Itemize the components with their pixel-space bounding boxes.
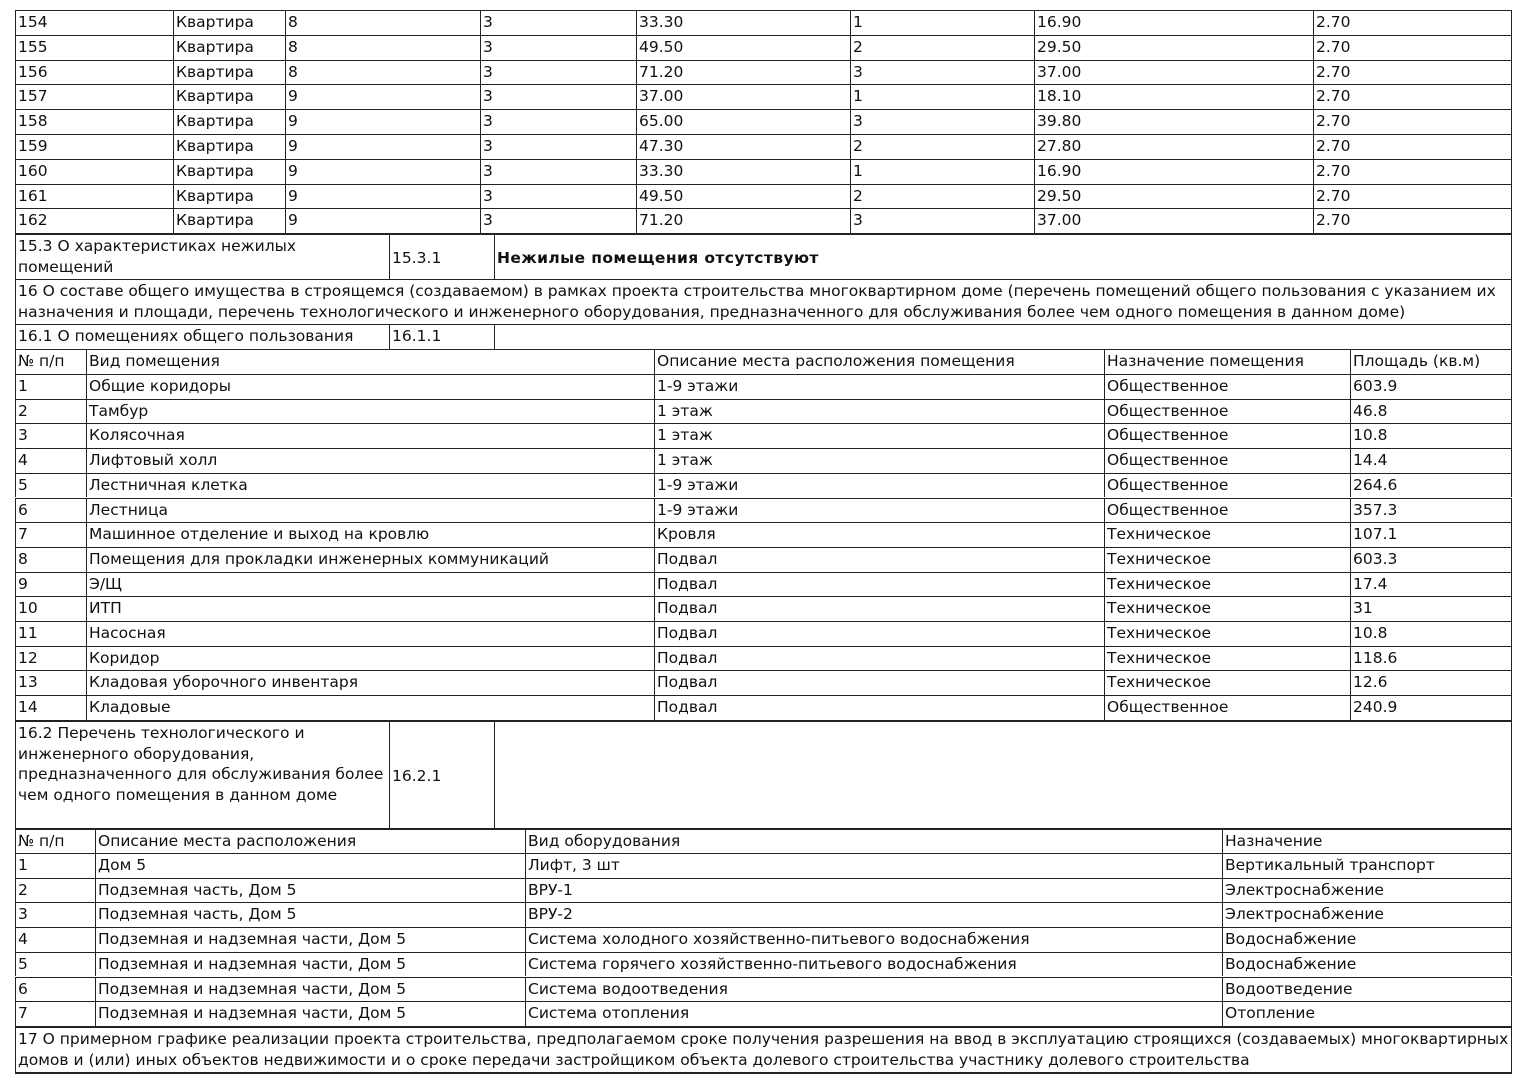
common-room-purpose: Общественное [1104,423,1350,448]
common-room-room-type: Колясочная [86,423,654,448]
section-16-1-code: 16.1.1 [389,324,494,349]
header-location: Описание места расположения помещения [654,349,1104,374]
equipment-header [15,828,1512,853]
common-room-area: 14.4 [1350,448,1512,473]
section-16-2-empty [494,720,1512,828]
equipment-purpose: Водоснабжение [1222,927,1512,952]
common-room-area: 603.9 [1350,374,1512,399]
common-room-location: 1-9 этажи [654,473,1104,498]
apartment-num: 157 [15,84,173,109]
common-room-row [15,423,1512,448]
equipment-location: Подземная часть, Дом 5 [95,878,525,903]
apartment-row [15,208,1512,233]
equipment-purpose: Отопление [1222,1001,1512,1026]
common-room-area: 31 [1350,596,1512,621]
common-room-purpose: Общественное [1104,498,1350,523]
section-16-1-row [15,324,1512,349]
equipment-location: Подземная часть, Дом 5 [95,902,525,927]
apartment-num: 155 [15,35,173,60]
common-room-number: 2 [15,399,86,424]
apartment-section: 3 [480,84,636,109]
equipment-number: 3 [15,902,95,927]
section-16-1-title: 16.1 О помещениях общего пользования [15,324,389,349]
common-room-location: Подвал [654,695,1104,720]
equipment-number: 6 [15,977,95,1002]
section-16-2-title: 16.2 Перечень технологического и инженерного оборудования, предназначенного для обслуживания более чем одного помещения в данном доме [15,720,389,828]
apartment-rooms: 3 [850,208,1034,233]
apartment-type: Квартира [173,109,285,134]
apartment-section: 3 [480,35,636,60]
common-room-room-type: ИТП [86,596,654,621]
section-16-2-row [15,720,1512,828]
common-room-area: 10.8 [1350,621,1512,646]
common-room-row [15,473,1512,498]
common-room-row [15,695,1512,720]
equipment-row [15,952,1512,977]
apartment-num: 154 [15,10,173,35]
common-room-row [15,621,1512,646]
apartment-row [15,109,1512,134]
equipment-number: 7 [15,1001,95,1026]
apartment-living: 37.00 [1034,208,1313,233]
common-room-row [15,498,1512,523]
apartment-living: 37.00 [1034,60,1313,85]
common-room-room-type: Лестничная клетка [86,473,654,498]
common-room-number: 8 [15,547,86,572]
equipment-purpose: Водоотведение [1222,977,1512,1002]
equipment-location: Подземная и надземная части, Дом 5 [95,1001,525,1026]
apartment-height: 2.70 [1313,184,1512,209]
section-17-title: 17 О примерном графике реализации проекта строительства, предполагаемом сроке получения разрешения на ввод в эксплуатацию строящихся (создаваемых) многоквартирных домов и (или) иных объектов недвижимости и о сроке передачи застройщиком объекта долевого строительства участнику долевого строительства [15,1026,1512,1073]
apartment-area: 47.30 [636,134,850,159]
apartment-num: 159 [15,134,173,159]
equipment-equipment: Система водоотведения [525,977,1222,1002]
equipment-purpose: Вертикальный транспорт [1222,853,1512,878]
common-room-row [15,399,1512,424]
apartment-section: 3 [480,60,636,85]
common-room-row [15,572,1512,597]
equipment-equipment: ВРУ-1 [525,878,1222,903]
apartment-section: 3 [480,208,636,233]
equipment-purpose: Электроснабжение [1222,878,1512,903]
apartment-type: Квартира [173,60,285,85]
apartment-row [15,84,1512,109]
apartment-section: 3 [480,10,636,35]
common-room-purpose: Техническое [1104,670,1350,695]
apartment-rooms: 3 [850,109,1034,134]
common-room-room-type: Машинное отделение и выход на кровлю [86,522,654,547]
common-room-row [15,522,1512,547]
common-room-row [15,646,1512,671]
common-room-location: Подвал [654,670,1104,695]
equipment-equipment: Лифт, 3 шт [525,853,1222,878]
common-room-location: Подвал [654,596,1104,621]
common-room-purpose: Техническое [1104,646,1350,671]
apartment-living: 27.80 [1034,134,1313,159]
apartment-type: Квартира [173,184,285,209]
apartment-row [15,134,1512,159]
equipment-number: 2 [15,878,95,903]
common-room-number: 13 [15,670,86,695]
equipment-number: 4 [15,927,95,952]
equipment-equipment: Система отопления [525,1001,1222,1026]
apartment-floor: 9 [285,84,480,109]
common-room-purpose: Общественное [1104,695,1350,720]
common-room-number: 1 [15,374,86,399]
common-room-number: 14 [15,695,86,720]
apartment-height: 2.70 [1313,84,1512,109]
equipment-number: 1 [15,853,95,878]
apartment-area: 71.20 [636,208,850,233]
header-room-type: Вид помещения [86,349,654,374]
section-16-1-empty [494,324,1512,349]
apartment-rooms: 2 [850,35,1034,60]
common-room-room-type: Помещения для прокладки инженерных коммуникаций [86,547,654,572]
common-room-area: 46.8 [1350,399,1512,424]
apartment-floor: 9 [285,184,480,209]
apartment-area: 33.30 [636,159,850,184]
common-room-area: 107.1 [1350,522,1512,547]
apartment-floor: 8 [285,60,480,85]
common-room-row [15,596,1512,621]
apartment-num: 156 [15,60,173,85]
apartment-row [15,10,1512,35]
apartment-type: Квартира [173,10,285,35]
apartment-floor: 9 [285,109,480,134]
common-room-area: 12.6 [1350,670,1512,695]
apartment-section: 3 [480,184,636,209]
common-room-area: 118.6 [1350,646,1512,671]
common-room-row [15,448,1512,473]
apartment-area: 33.30 [636,10,850,35]
apartment-living: 16.90 [1034,10,1313,35]
common-room-number: 12 [15,646,86,671]
common-room-area: 10.8 [1350,423,1512,448]
common-room-area: 17.4 [1350,572,1512,597]
common-room-number: 6 [15,498,86,523]
apartment-area: 71.20 [636,60,850,85]
equipment-row [15,1001,1512,1026]
section-16-row [15,279,1512,324]
apartment-rooms: 3 [850,60,1034,85]
common-rooms-header [15,349,1512,374]
common-room-location: Подвал [654,572,1104,597]
header-location: Описание места расположения [95,828,525,853]
common-room-purpose: Техническое [1104,547,1350,572]
common-room-number: 4 [15,448,86,473]
equipment-purpose: Водоснабжение [1222,952,1512,977]
apartment-floor: 8 [285,10,480,35]
equipment-number: 5 [15,952,95,977]
apartment-height: 2.70 [1313,134,1512,159]
apartment-living: 29.50 [1034,184,1313,209]
equipment-row [15,902,1512,927]
apartment-type: Квартира [173,35,285,60]
apartment-rooms: 1 [850,84,1034,109]
common-room-row [15,547,1512,572]
equipment-equipment: Система горячего хозяйственно-питьевого водоснабжения [525,952,1222,977]
common-room-room-type: Э/Щ [86,572,654,597]
common-room-location: Подвал [654,547,1104,572]
common-room-number: 7 [15,522,86,547]
common-room-location: Кровля [654,522,1104,547]
common-room-number: 3 [15,423,86,448]
apartment-floor: 8 [285,35,480,60]
apartment-type: Квартира [173,84,285,109]
apartment-height: 2.70 [1313,10,1512,35]
common-room-number: 5 [15,473,86,498]
common-room-area: 264.6 [1350,473,1512,498]
common-room-number: 9 [15,572,86,597]
apartment-floor: 9 [285,208,480,233]
common-room-location: 1 этаж [654,448,1104,473]
apartment-row [15,35,1512,60]
common-room-purpose: Техническое [1104,621,1350,646]
header-number: № п/п [15,828,95,853]
common-room-area: 240.9 [1350,695,1512,720]
section-15-3-value: Нежилые помещения отсутствуют [494,233,1512,279]
common-room-row [15,670,1512,695]
header-equipment: Вид оборудования [525,828,1222,853]
equipment-equipment: Система холодного хозяйственно-питьевого водоснабжения [525,927,1222,952]
apartment-row [15,159,1512,184]
equipment-purpose: Электроснабжение [1222,902,1512,927]
apartment-num: 162 [15,208,173,233]
apartment-type: Квартира [173,134,285,159]
apartment-height: 2.70 [1313,35,1512,60]
apartment-rooms: 1 [850,10,1034,35]
apartment-area: 49.50 [636,184,850,209]
apartment-num: 160 [15,159,173,184]
equipment-location: Подземная и надземная части, Дом 5 [95,977,525,1002]
equipment-location: Подземная и надземная части, Дом 5 [95,927,525,952]
common-room-purpose: Техническое [1104,596,1350,621]
apartment-living: 39.80 [1034,109,1313,134]
common-room-row [15,374,1512,399]
common-room-number: 10 [15,596,86,621]
apartment-section: 3 [480,159,636,184]
common-room-purpose: Общественное [1104,473,1350,498]
apartment-living: 18.10 [1034,84,1313,109]
apartment-rooms: 1 [850,159,1034,184]
section-15-3-row [15,233,1512,279]
apartment-type: Квартира [173,208,285,233]
apartment-num: 158 [15,109,173,134]
common-room-location: 1 этаж [654,399,1104,424]
common-room-area: 603.3 [1350,547,1512,572]
header-area: Площадь (кв.м) [1350,349,1512,374]
apartment-area: 37.00 [636,84,850,109]
apartment-height: 2.70 [1313,159,1512,184]
common-room-room-type: Кладовые [86,695,654,720]
equipment-row [15,853,1512,878]
common-room-location: 1 этаж [654,423,1104,448]
equipment-location: Подземная и надземная части, Дом 5 [95,952,525,977]
common-room-location: Подвал [654,621,1104,646]
apartment-type: Квартира [173,159,285,184]
apartment-height: 2.70 [1313,208,1512,233]
section-16-2-code: 16.2.1 [389,720,494,828]
apartment-row [15,60,1512,85]
common-room-room-type: Лифтовый холл [86,448,654,473]
header-purpose: Назначение [1222,828,1512,853]
common-room-purpose: Общественное [1104,374,1350,399]
equipment-row [15,878,1512,903]
common-room-purpose: Общественное [1104,448,1350,473]
common-room-location: 1-9 этажи [654,498,1104,523]
section-15-3-title: 15.3 О характеристиках нежилых помещений [15,233,389,279]
apartment-section: 3 [480,134,636,159]
equipment-equipment: ВРУ-2 [525,902,1222,927]
apartment-section: 3 [480,109,636,134]
common-room-room-type: Коридор [86,646,654,671]
apartment-floor: 9 [285,134,480,159]
apartment-height: 2.70 [1313,60,1512,85]
section-17-row [15,1026,1512,1074]
section-15-3-code: 15.3.1 [389,233,494,279]
equipment-location: Дом 5 [95,853,525,878]
apartment-area: 49.50 [636,35,850,60]
apartment-area: 65.00 [636,109,850,134]
apartment-rooms: 2 [850,184,1034,209]
common-room-room-type: Общие коридоры [86,374,654,399]
apartment-living: 16.90 [1034,159,1313,184]
common-room-purpose: Общественное [1104,399,1350,424]
equipment-row [15,977,1512,1002]
apartment-floor: 9 [285,159,480,184]
apartment-rooms: 2 [850,134,1034,159]
common-room-number: 11 [15,621,86,646]
common-room-purpose: Техническое [1104,522,1350,547]
apartment-num: 161 [15,184,173,209]
common-room-area: 357.3 [1350,498,1512,523]
common-room-room-type: Насосная [86,621,654,646]
apartment-row [15,184,1512,209]
common-room-room-type: Кладовая уборочного инвентаря [86,670,654,695]
common-room-location: 1-9 этажи [654,374,1104,399]
apartment-living: 29.50 [1034,35,1313,60]
header-number: № п/п [15,349,86,374]
equipment-row [15,927,1512,952]
section-16-title: 16 О составе общего имущества в строящемся (создаваемом) в рамках проекта строительства многоквартирном доме (перечень помещений общего пользования с указанием их назначения и площади, перечень технологического и инженерного оборудования, предназначенного для обслуживания более чем одного помещения в данном доме) [15,279,1512,324]
header-purpose: Назначение помещения [1104,349,1350,374]
common-room-location: Подвал [654,646,1104,671]
common-room-purpose: Техническое [1104,572,1350,597]
common-room-room-type: Тамбур [86,399,654,424]
common-room-room-type: Лестница [86,498,654,523]
apartment-height: 2.70 [1313,109,1512,134]
